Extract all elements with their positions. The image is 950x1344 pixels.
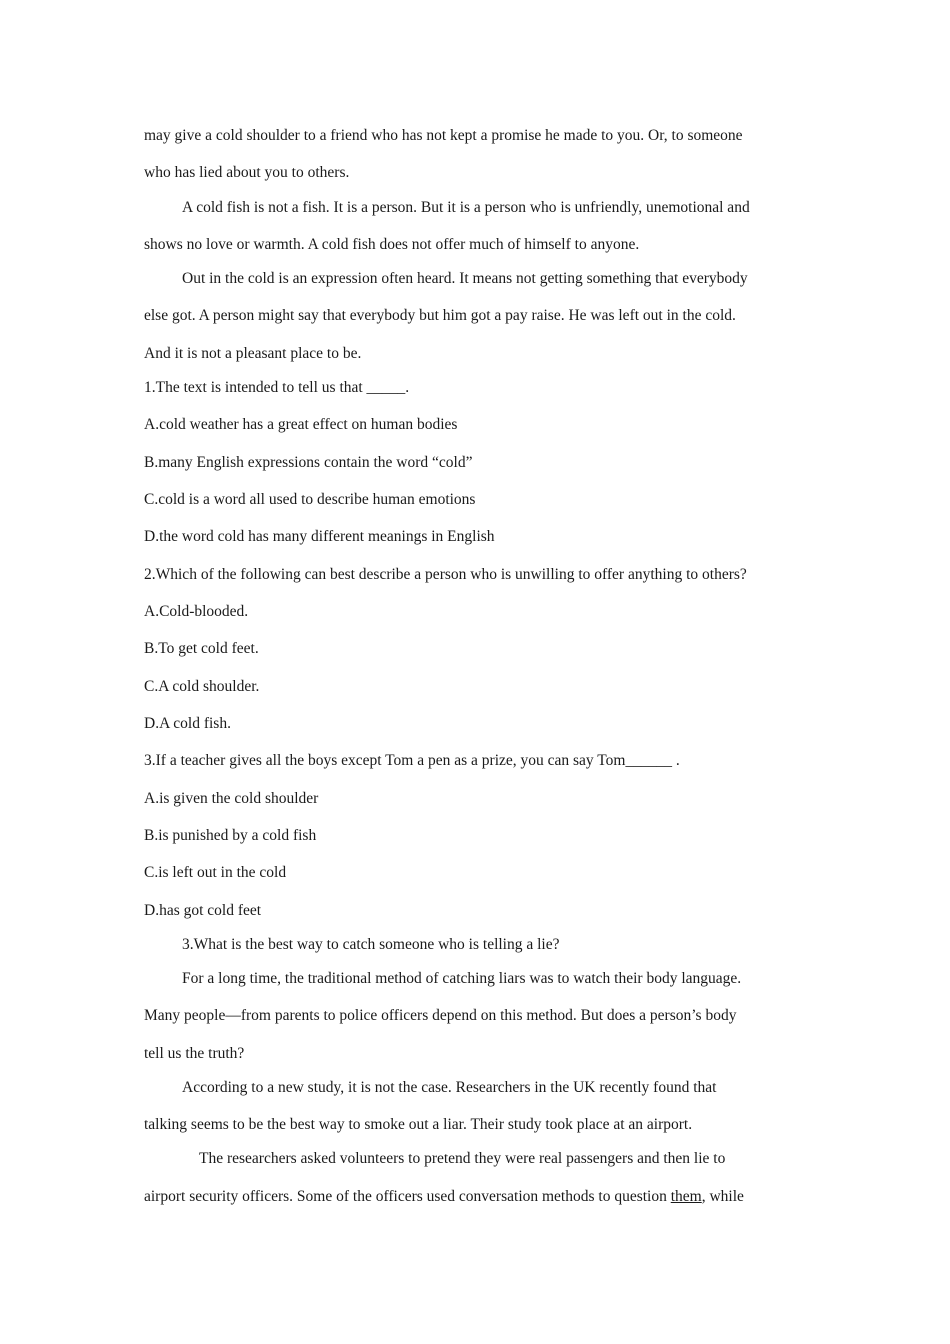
passage-line: According to a new study, it is not the case. Researchers in the UK recently found that (182, 1079, 717, 1096)
passage-line: Many people—from parents to police officers depend on this method. But does a person’s body (144, 1007, 737, 1024)
passage-line: Out in the cold is an expression often heard. It means not getting something that everybody (182, 270, 748, 287)
passage-title: 3.What is the best way to catch someone who is telling a lie? (182, 936, 560, 953)
passage-line: And it is not a pleasant place to be. (144, 345, 362, 362)
passage-line: else got. A person might say that everybody but him got a pay raise. He was left out in the cold. (144, 307, 736, 324)
answer-option: B.To get cold feet. (144, 640, 259, 657)
passage-line: talking seems to be the best way to smoke out a liar. Their study took place at an airport. (144, 1116, 693, 1133)
answer-option: D.the word cold has many different meanings in English (144, 528, 495, 545)
answer-option: B.is punished by a cold fish (144, 827, 317, 844)
answer-option: A.is given the cold shoulder (144, 790, 319, 807)
passage-line: For a long time, the traditional method of catching liars was to watch their body language. (182, 970, 742, 987)
question-stem: 2.Which of the following can best describe a person who is unwilling to offer anything to others? (144, 566, 747, 583)
underlined-word: them (670, 1188, 702, 1205)
answer-option: B.many English expressions contain the word “cold” (144, 454, 473, 471)
passage-text: airport security officers. Some of the officers used conversation methods to question (144, 1188, 671, 1205)
passage-line: may give a cold shoulder to a friend who has not kept a promise he made to you. Or, to someone (144, 127, 743, 144)
answer-option: A.cold weather has a great effect on human bodies (144, 416, 458, 433)
passage-text: , while (701, 1188, 744, 1205)
answer-option: A.Cold-blooded. (144, 603, 249, 620)
answer-option: D.has got cold feet (144, 902, 262, 919)
answer-option: C.is left out in the cold (144, 864, 287, 881)
passage-line: A cold fish is not a fish. It is a person. But it is a person who is unfriendly, unemotional and (182, 199, 750, 216)
answer-option: D.A cold fish. (144, 715, 231, 732)
question-stem: 1.The text is intended to tell us that _____. (144, 379, 410, 396)
passage-line: tell us the truth? (144, 1045, 245, 1062)
question-stem: 3.If a teacher gives all the boys except Tom a pen as a prize, you can say Tom______ . (144, 752, 680, 769)
passage-line: who has lied about you to others. (144, 164, 350, 181)
answer-option: C.cold is a word all used to describe human emotions (144, 491, 476, 508)
passage-line (144, 1188, 744, 1206)
answer-option: C.A cold shoulder. (144, 678, 260, 695)
passage-line: The researchers asked volunteers to pretend they were real passengers and then lie to (199, 1150, 726, 1167)
passage-line: shows no love or warmth. A cold fish does not offer much of himself to anyone. (144, 236, 640, 253)
